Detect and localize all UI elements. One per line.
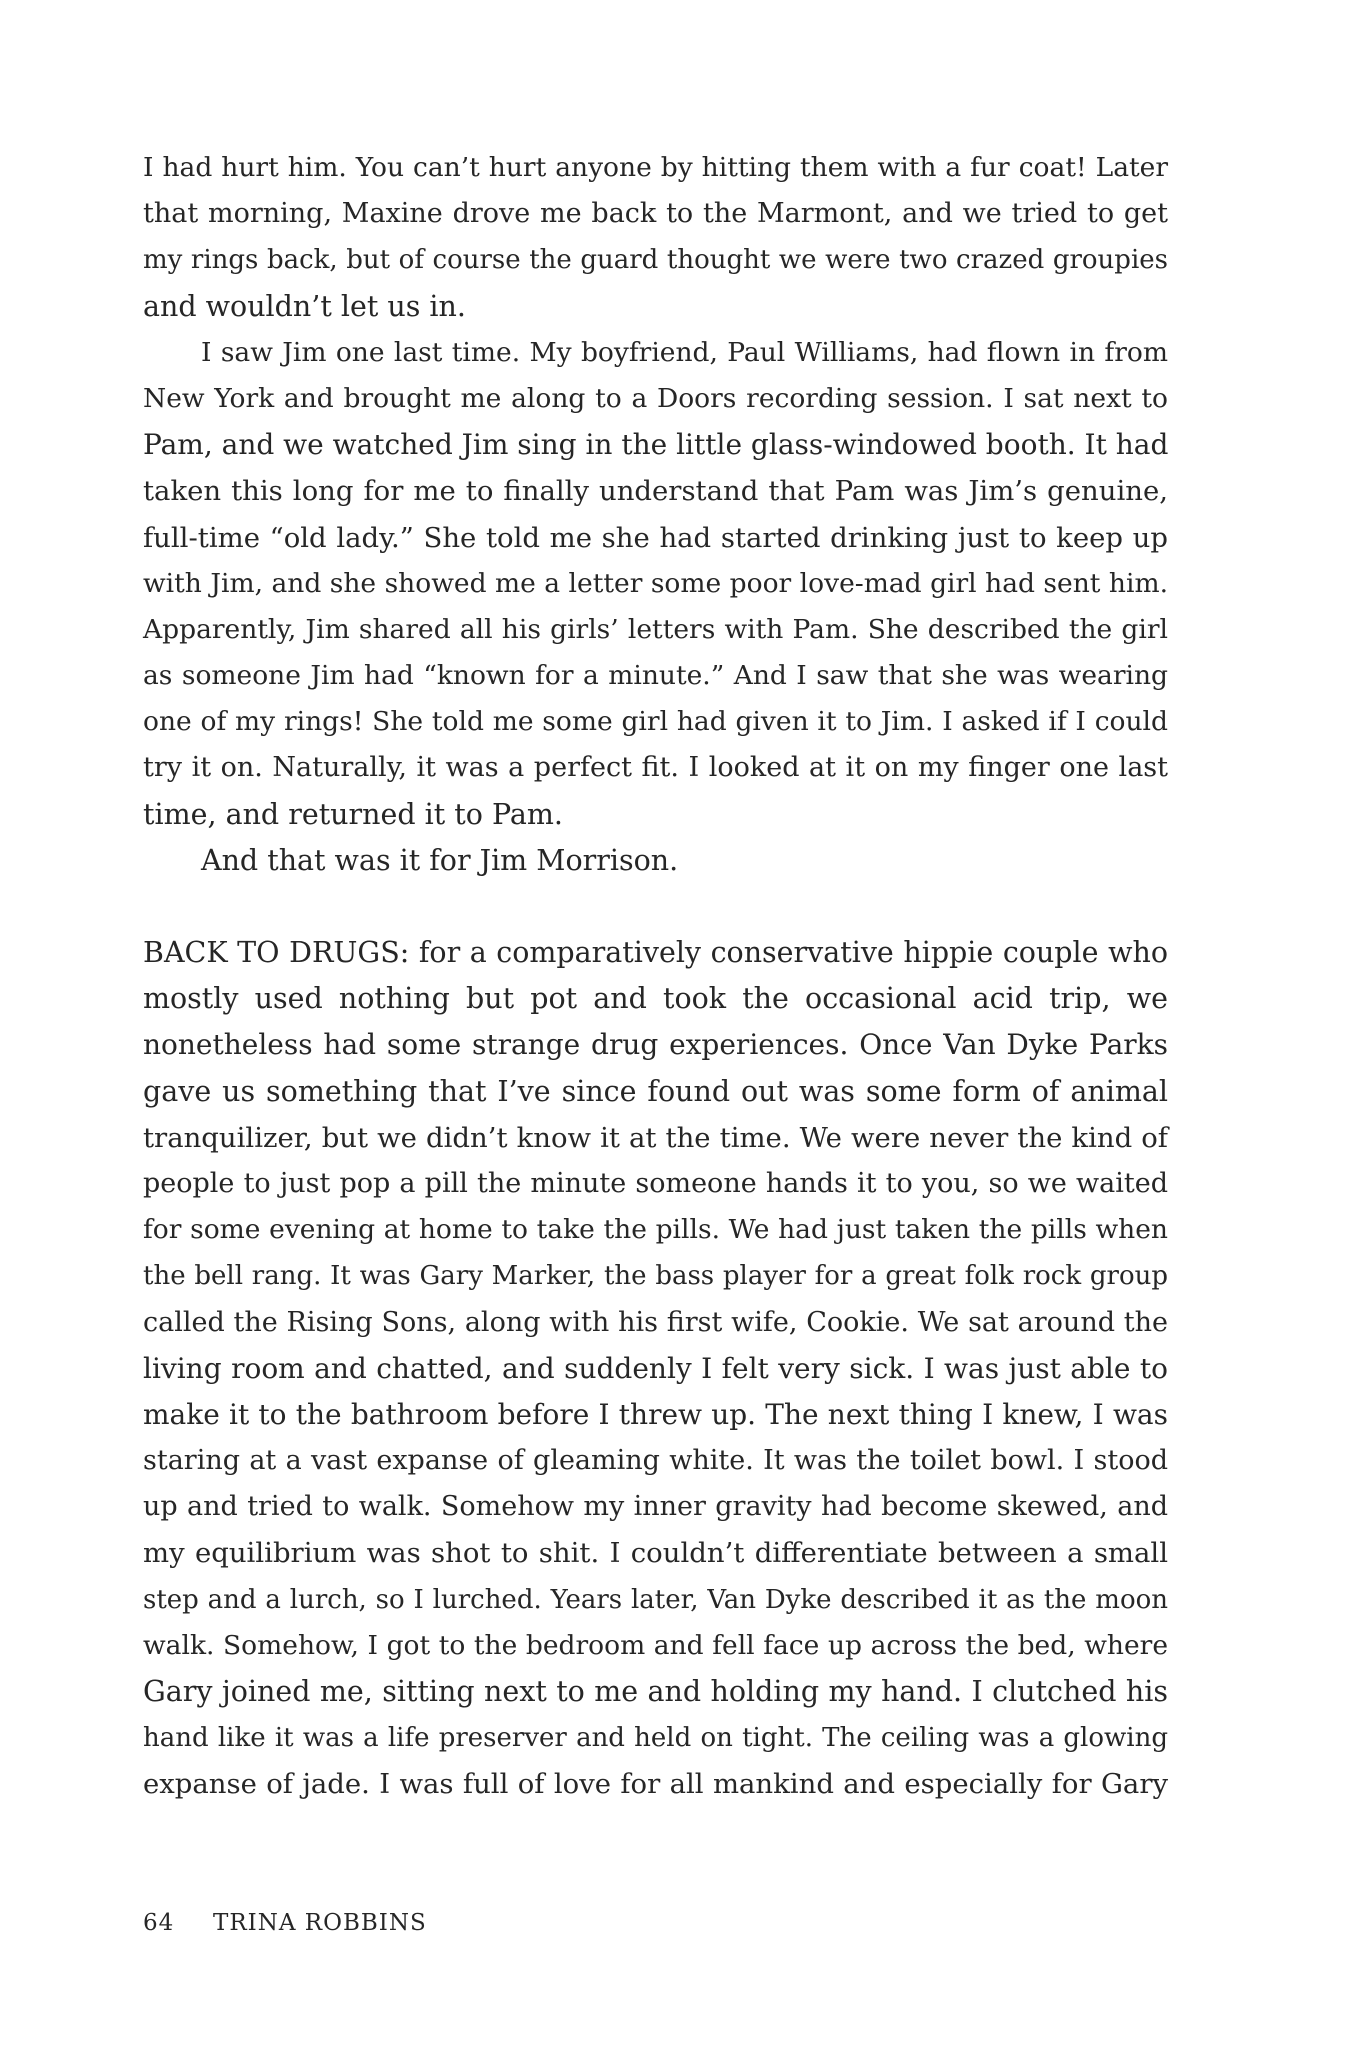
text-line: full-time “old lady.” She told me she had started drinking just to keep up <box>143 521 1168 554</box>
text-line: staring at a vast expanse of gleaming white. It was the toilet bowl. I stood <box>143 1445 1168 1477</box>
text-line: that morning, Maxine drove me back to the Marmont, and we tried to get <box>143 198 1168 230</box>
text-line: taken this long for me to finally understand that Pam was Jim’s genuine, <box>143 475 1168 508</box>
text-line: I saw Jim one last time. My boyfriend, Paul Williams, had flown in from <box>201 336 1168 368</box>
text-line: called the Rising Sons, along with his first wife, Cookie. We sat around the <box>143 1306 1168 1338</box>
body-text <box>143 145 1168 1808</box>
running-head: TRINA ROBBINS <box>213 1910 427 1936</box>
text-line: try it on. Naturally, it was a perfect fit. I looked at it on my finger one last <box>143 752 1168 784</box>
text-line: step and a lurch, so I lurched. Years later, Van Dyke described it as the moon <box>143 1584 1168 1615</box>
page-number: 64 <box>143 1910 175 1936</box>
text-line: make it to the bathroom before I threw up. The next thing I knew, I was <box>143 1397 1168 1431</box>
text-line: my equilibrium was shot to shit. I couldn’t differentiate between a small <box>143 1537 1168 1570</box>
page-footer <box>143 1910 427 1936</box>
text-line: expanse of jade. I was full of love for all mankind and especially for Gary <box>143 1768 1168 1801</box>
text-line: as someone Jim had “known for a minute.” And I saw that she was wearing <box>143 660 1168 692</box>
text-line: walk. Somehow, I got to the bedroom and fell face up across the bed, where <box>143 1629 1168 1661</box>
text-line: for some evening at home to take the pills. We had just taken the pills when <box>143 1214 1168 1246</box>
text-line: Pam, and we watched Jim sing in the little glass-windowed booth. It had <box>143 428 1169 462</box>
text-line: BACK TO DRUGS: for a comparatively conservative hippie couple who <box>143 936 1168 969</box>
section-break <box>143 884 1168 930</box>
text-line: mostly used nothing but pot and took the occasional acid trip, we <box>143 982 1168 1016</box>
text-line: the bell rang. It was Gary Marker, the bass player for a great folk rock group <box>143 1261 1168 1292</box>
text-line: New York and brought me along to a Doors recording session. I sat next to <box>143 382 1168 414</box>
text-line: Apparently, Jim shared all his girls’ letters with Pam. She described the girl <box>143 613 1168 645</box>
text-line: my rings back, but of course the guard thought we were two crazed groupies <box>143 245 1168 276</box>
text-line: gave us something that I’ve since found out was some form of animal <box>143 1074 1168 1108</box>
text-line: tranquilizer, but we didn’t know it at the time. We were never the kind of <box>143 1121 1168 1154</box>
paragraph <box>143 330 1168 838</box>
text-line: And that was it for Jim Morrison. <box>201 843 679 877</box>
text-line: one of my rings! She told me some girl had given it to Jim. I asked if I could <box>143 706 1168 738</box>
text-line: hand like it was a life preserver and held on tight. The ceiling was a glowing <box>143 1723 1168 1754</box>
paragraph <box>143 930 1168 1808</box>
text-line: time, and returned it to Pam. <box>143 797 563 831</box>
text-line: living room and chatted, and suddenly I felt very sick. I was just able to <box>143 1351 1168 1385</box>
text-line: I had hurt him. You can’t hurt anyone by hitting them with a fur coat! Later <box>143 152 1168 183</box>
paragraph <box>143 838 1168 884</box>
text-line: with Jim, and she showed me a letter some poor love-mad girl had sent him. <box>143 567 1168 599</box>
text-line: up and tried to walk. Somehow my inner gravity had become skewed, and <box>143 1491 1168 1523</box>
text-line: Gary joined me, sitting next to me and holding my hand. I clutched his <box>143 1675 1168 1708</box>
paragraph <box>143 145 1168 330</box>
text-line: nonetheless had some strange drug experiences. Once Van Dyke Parks <box>143 1028 1168 1062</box>
text-line: people to just pop a pill the minute someone hands it to you, so we waited <box>143 1167 1168 1199</box>
text-line: and wouldn’t let us in. <box>143 289 466 323</box>
